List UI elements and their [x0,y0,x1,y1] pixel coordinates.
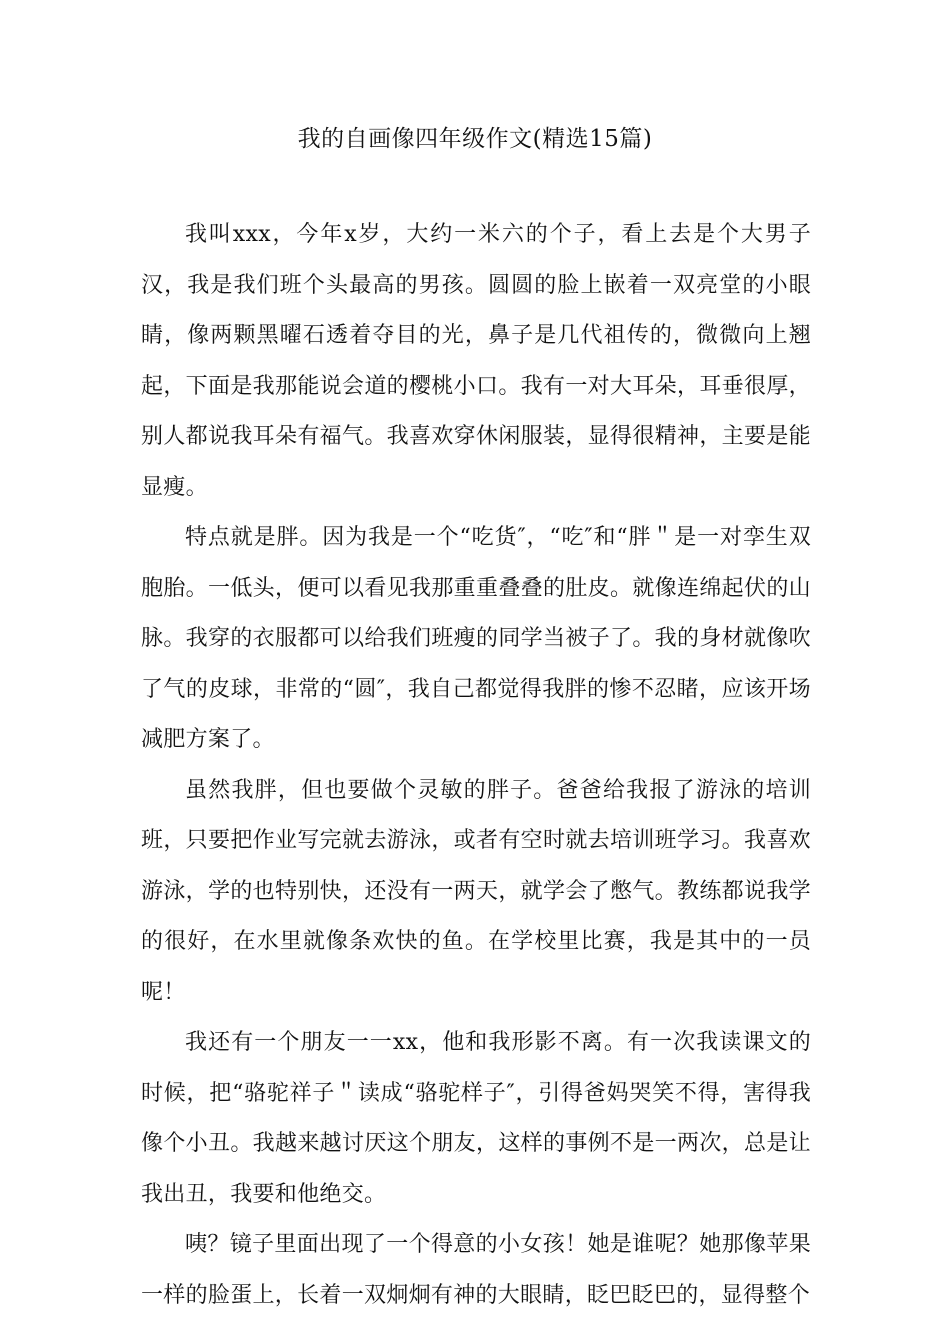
document-title: 我的自画像四年级作文(精选15篇) [297,126,653,152]
paragraph: 特点就是胖。因为我是一个“吃货″，“吃″和“胖＂是一对孪生双胞胎。一低头，便可以看见我那重重叠叠的肚皮。就像连绵起伏的山脉。我穿的衣服都可以给我们班瘦的同学当被子了。我的身材就像吹了气的皮球，非常的“圆″，我自己都觉得我胖的惨不忍睹，应该开场减肥方案了。 [141,525,811,752]
paragraph: 虽然我胖，但也要做个灵敏的胖子。爸爸给我报了游泳的培训班，只要把作业写完就去游泳，或者有空时就去培训班学习。我喜欢游泳，学的也特别快，还没有一两天，就学会了憋气。教练都说我学的很好，在水里就像条欢快的鱼。在学校里比赛，我是其中的一员呢！ [141,777,811,1005]
paragraph: 我叫xxx，今年x岁，大约一米六的个子，看上去是个大男子汉，我是我们班个头最高的男孩。圆圆的脸上嵌着一双亮堂的小眼睛，像两颗黑曜石透着夺目的光，鼻子是几代祖传的，微微向上翘起，下面是我那能说会道的樱桃小口。我有一对大耳朵，耳垂很厚，别人都说我耳朵有福气。我喜欢穿休闲服装，显得很精神，主要是能显瘦。 [141,222,811,500]
document-body [141,210,811,1321]
paragraph: 咦？镜子里面出现了一个得意的小女孩！她是谁呢？她那像苹果一样的脸蛋上，长着一双炯炯有神的大眼睛，眨巴眨巴的，显得整个 [141,1232,811,1308]
paragraph: 我还有一个朋友一一xx，他和我形影不离。有一次我读课文的时候，把“骆驼祥子＂读成“骆驼样子″，引得爸妈哭笑不得，害得我像个小丑。我越来越讨厌这个朋友，这样的事例不是一两次，总是让我出丑，我要和他绝交。 [141,1030,811,1207]
